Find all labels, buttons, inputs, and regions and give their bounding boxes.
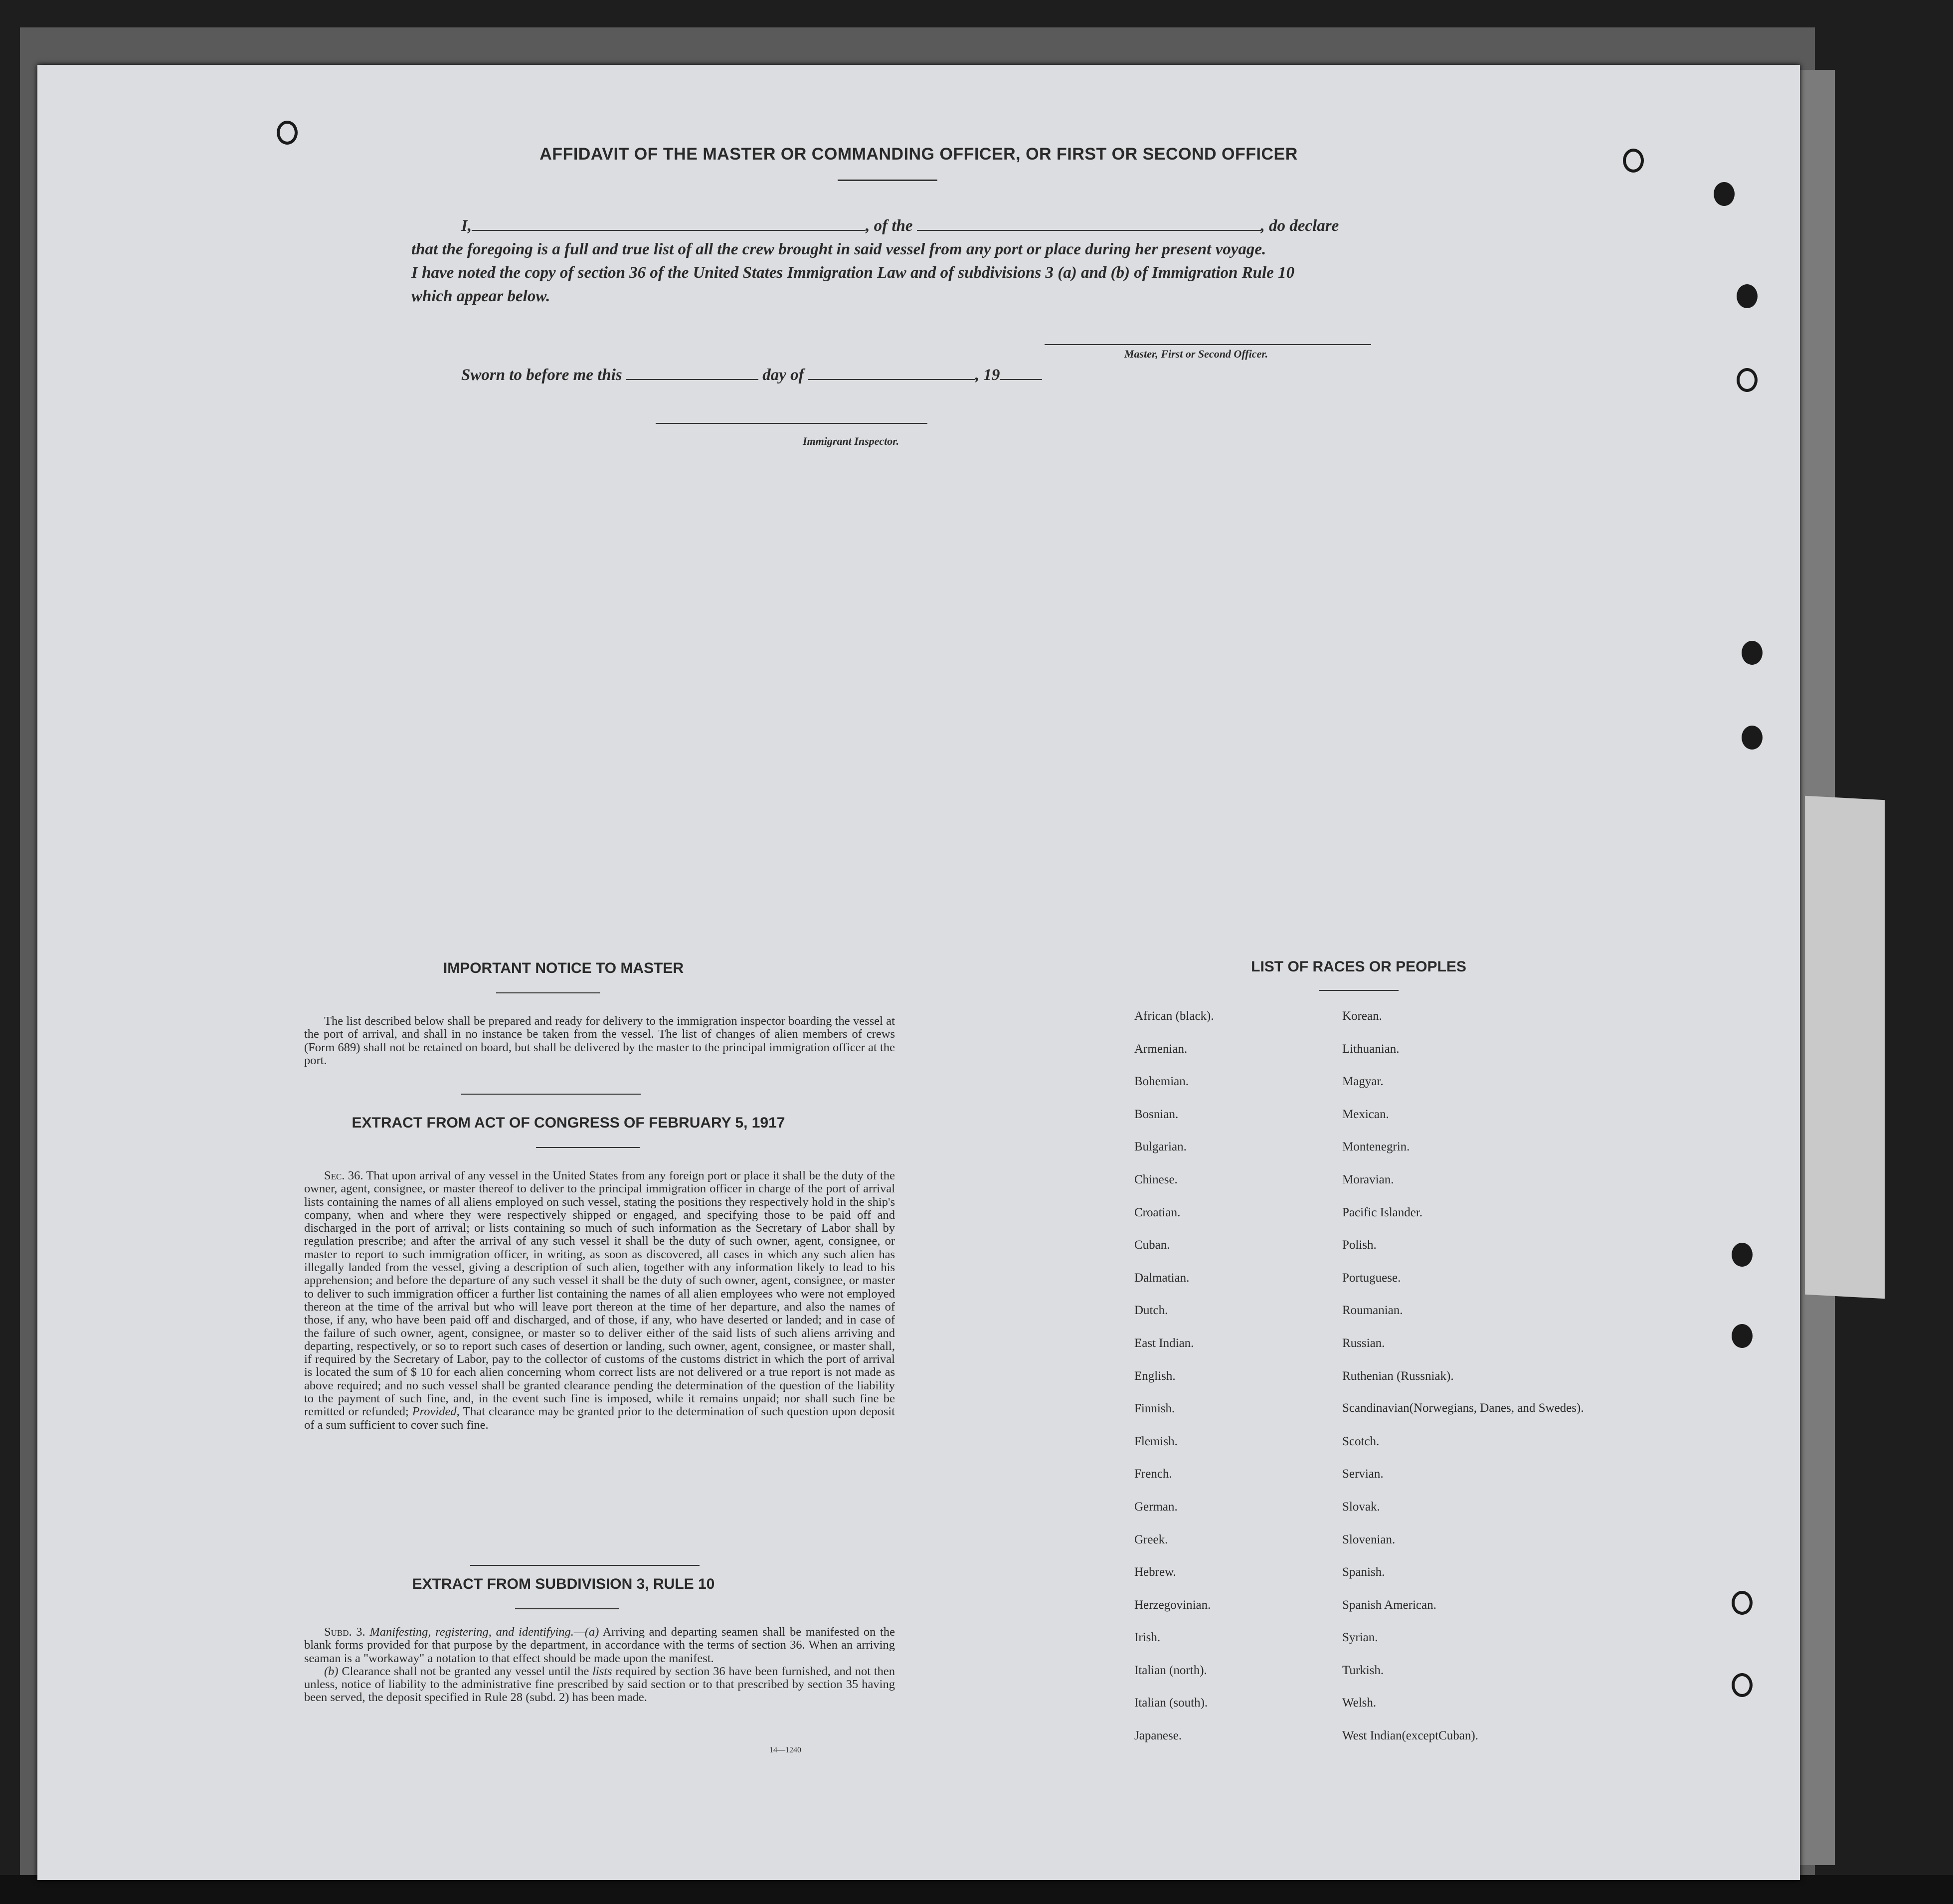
affidavit-do-declare: , do declare (1260, 217, 1339, 235)
race-item: Italian (north). (1134, 1663, 1207, 1677)
rule10-title: EXTRACT FROM SUBDIVISION 3, RULE 10 (412, 1576, 715, 1592)
race-item: Moravian. (1342, 1172, 1394, 1186)
act-title: EXTRACT FROM ACT OF CONGRESS OF FEBRUARY 5, 1917 (352, 1115, 785, 1131)
divider (470, 1565, 700, 1566)
sec-36-label: Sec. 36. (324, 1169, 363, 1182)
sec-36-text: That upon arrival of any vessel in the United States from any foreign port or place it shall be the duty of the owner, agent, consignee, or master thereof to deliver to the principal immigration officer in charge of the port of arrival lists containing the names of all aliens employed on such vessel, stating the positions they respectively hold in the ship's company, when and where they were respectively shipped or engaged, and specifying those to be paid off and discharged in the port of arrival; or lists containing so much of such information as the Secretary of Labor shall by regulation prescribe; and after the arrival of any such vessel it shall be the duty of such owner, agent, consignee, or master to report to such immigration officer, in writing, as soon as discovered, all cases in which any such alien has illegally landed from the vessel, giving a description of such alien, together with any information likely to lead to his apprehension; and before the departure of any such vessel it shall be the duty of such owner, agent, consignee, or master to deliver to such immigration officer a further list containing the names of all alien employees who were not employed thereon at the time of the arrival but who will leave port thereon at the time of her departure, and also the names of those, if any, who have been paid off and discharged, and of those, if any, who have deserted or landed; and in case of the failure of such owner, agent, consignee, or master so to deliver either of the said lists of such aliens arriving and departing, respectively, or so to report such cases of desertion or landing, such owner, agent, consignee, or master shall, if required by the Secretary of Labor, pay to the collector of customs of the customs district in which the port of arrival is located the sum of $ 10 for each alien concerning whom correct lists are not delivered or a true report is not made as above required; and no such vessel shall be granted clearance pending the determination of the question of the liability to the payment of such fine, and, in the event such fine is imposed, while it remains unpaid; nor shall such fine be remitted or refunded; (304, 1169, 895, 1419)
race-item: Hebrew. (1134, 1565, 1176, 1579)
race-item: Montenegrin. (1342, 1140, 1410, 1154)
race-item: Scandinavian(Norwegians, Danes, and Swedes). (1342, 1401, 1584, 1415)
race-item: Polish. (1342, 1238, 1377, 1252)
form-page (37, 65, 1800, 1880)
affidavit-i-label: I, (461, 217, 472, 235)
inspector-signature-line (656, 423, 927, 424)
race-item: East Indian. (1134, 1336, 1194, 1350)
race-item: Spanish American. (1342, 1598, 1436, 1612)
binder-ring (1737, 284, 1758, 308)
subd-label: Subd. 3. (324, 1625, 365, 1639)
notice-title: IMPORTANT NOTICE TO MASTER (443, 960, 684, 976)
race-item: Dutch. (1134, 1304, 1168, 1318)
races-right-column (1342, 1009, 1601, 1761)
sworn-line (461, 364, 1042, 384)
race-item: Croatian. (1134, 1205, 1181, 1219)
binder-ring (1732, 1243, 1753, 1267)
year-prefix: , 19 (975, 366, 1000, 384)
race-item: Bosnian. (1134, 1107, 1179, 1121)
lists-word: lists (592, 1664, 612, 1678)
race-item: Finnish. (1134, 1402, 1175, 1416)
races-title: LIST OF RACES OR PEOPLES (1251, 958, 1466, 975)
binder-ring (1732, 1324, 1753, 1348)
day-of-label: day of (762, 366, 804, 384)
signature-line (1045, 344, 1371, 345)
race-item: Magyar. (1342, 1075, 1384, 1089)
notice-text (304, 1015, 895, 1067)
race-item: Ruthenian (Russniak). (1342, 1369, 1454, 1383)
affidavit-line-4: which appear below. (411, 287, 550, 305)
binder-ring (1742, 726, 1763, 750)
punch-hole (1737, 368, 1758, 392)
affidavit-line-2: that the foregoing is a full and true list of all the crew brought in said vessel from any port or place during her present voyage. (411, 240, 1266, 258)
folded-paper-edge (1805, 796, 1885, 1299)
race-item: Spanish. (1342, 1565, 1385, 1579)
race-item: Italian (south). (1134, 1696, 1208, 1710)
signature-label: Master, First or Second Officer. (1124, 348, 1268, 360)
race-item: Chinese. (1134, 1172, 1178, 1186)
master-name-blank (472, 215, 866, 231)
day-blank (626, 364, 758, 380)
divider (536, 1147, 640, 1148)
race-item: Korean. (1342, 1009, 1382, 1023)
punch-hole (277, 121, 298, 145)
year-blank (1000, 364, 1042, 380)
race-item: Slovak. (1342, 1500, 1380, 1514)
provided-text: That clearance may be granted prior to the determination of such question upon deposit of a sum sufficient to cover such fine. (304, 1405, 895, 1432)
divider (838, 180, 937, 181)
race-item: Lithuanian. (1342, 1042, 1400, 1056)
divider (496, 992, 600, 993)
race-item: Greek. (1134, 1532, 1168, 1546)
subd-b-text-2: required by section 36 have been furnished, and not then unless, notice of liability to the administrative fine prescribed by said section or to that prescribed by section 35 having been served, the deposit specified in Rule 28 (subd. 2) has been made. (304, 1664, 895, 1705)
race-item: Irish. (1134, 1631, 1161, 1645)
race-item: Mexican. (1342, 1107, 1389, 1121)
subd-title: Manifesting, registering, and identifying.—(a) (369, 1625, 599, 1639)
provided-label: Provided, (412, 1405, 460, 1419)
race-item: Russian. (1342, 1336, 1385, 1350)
rule10-text (304, 1626, 895, 1705)
race-item: Turkish. (1342, 1663, 1384, 1677)
race-item: Dalmatian. (1134, 1271, 1190, 1285)
punch-hole (1732, 1673, 1753, 1697)
race-item: Slovenian. (1342, 1532, 1396, 1546)
race-item: Roumanian. (1342, 1304, 1403, 1318)
race-item: Herzegovinian. (1134, 1598, 1211, 1612)
race-item: Portuguese. (1342, 1271, 1401, 1285)
subd-a-text: Arriving and departing seamen shall be manifested on the blank forms provided for that purpose by the department, in accordance with the terms of section 36. When an arriving seaman is a "workaway" a notation to that effect should be made upon the manifest. (304, 1625, 895, 1665)
notice-paragraph: The list described below shall be prepared and ready for delivery to the immigration inspector boarding the vessel at the port of arrival, and shall in no instance be taken from the vessel. The list of changes of alien members of crews (Form 689) shall not be retained on board, but shall be delivered by the master to the principal immigration officer at the port. (304, 1014, 895, 1067)
race-item: Pacific Islander. (1342, 1205, 1423, 1219)
race-item: Servian. (1342, 1467, 1384, 1481)
affidavit-text (411, 214, 1414, 308)
act-text (304, 1169, 895, 1432)
race-item: African (black). (1134, 1009, 1214, 1023)
affidavit-line-3: I have noted the copy of section 36 of the United States Immigration Law and of subdivisions 3 (a) and (b) of Immigration Rule 10 (411, 264, 1295, 282)
affidavit-title: AFFIDAVIT OF THE MASTER OR COMMANDING OFFICER, OR FIRST OR SECOND OFFICER (539, 145, 1298, 164)
race-item: Bohemian. (1134, 1075, 1189, 1089)
punch-hole (1732, 1591, 1753, 1615)
race-item: Armenian. (1134, 1042, 1188, 1056)
race-item: Welsh. (1342, 1696, 1377, 1710)
race-item: Flemish. (1134, 1434, 1178, 1448)
binder-ring (1714, 182, 1735, 206)
race-item: Syrian. (1342, 1631, 1378, 1645)
month-blank (808, 364, 975, 380)
race-item: German. (1134, 1500, 1178, 1514)
race-item: Cuban. (1134, 1238, 1170, 1252)
race-item: English. (1134, 1369, 1176, 1383)
divider (1319, 990, 1399, 991)
binder-ring (1742, 641, 1763, 665)
race-item: French. (1134, 1467, 1172, 1481)
divider (515, 1608, 619, 1609)
form-number: 14—1240 (769, 1746, 801, 1754)
race-item: Scotch. (1342, 1434, 1380, 1448)
subd-b-text-1: Clearance shall not be granted any vessel until the (342, 1664, 589, 1678)
sworn-prefix: Sworn to before me this (461, 366, 622, 384)
subd-b-label: (b) (324, 1664, 339, 1678)
divider (461, 1094, 641, 1095)
race-item: Japanese. (1134, 1729, 1182, 1743)
races-left-column (1134, 1009, 1324, 1761)
race-item: Bulgarian. (1134, 1140, 1187, 1154)
affidavit-of-the: , of the (866, 217, 913, 235)
vessel-name-blank (917, 215, 1261, 231)
race-item: West Indian(exceptCuban). (1342, 1729, 1478, 1743)
inspector-label: Immigrant Inspector. (803, 435, 899, 447)
